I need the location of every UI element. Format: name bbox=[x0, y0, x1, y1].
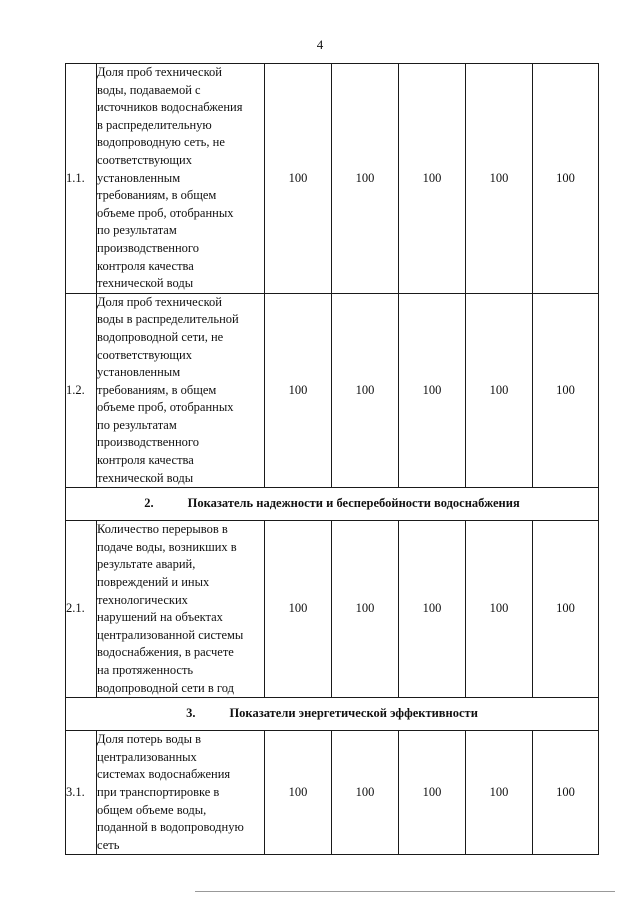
table-body bbox=[66, 64, 599, 855]
description-line: производственного bbox=[97, 240, 199, 255]
indicator-row bbox=[66, 293, 599, 488]
indicator-value-year-4: 100 bbox=[466, 731, 533, 855]
section-title: Показатель надежности и бесперебойности водоснабжения bbox=[187, 496, 520, 511]
indicator-value-year-3: 100 bbox=[399, 521, 466, 698]
description-line: в распределительную bbox=[97, 117, 212, 132]
description-line: объеме проб, отобранных bbox=[97, 400, 234, 415]
indicator-value-year-3: 100 bbox=[399, 293, 466, 488]
indicator-value-year-5: 100 bbox=[533, 731, 599, 855]
indicator-value-year-5: 100 bbox=[533, 64, 599, 294]
section-header-row bbox=[66, 488, 599, 521]
description-line: воды в распределительной bbox=[97, 312, 239, 327]
indicator-value-year-5: 100 bbox=[533, 521, 599, 698]
section-number: 3. bbox=[186, 706, 196, 721]
indicator-description bbox=[97, 521, 265, 698]
description-line: Доля потерь воды в bbox=[97, 732, 202, 747]
indicator-description bbox=[97, 293, 265, 488]
section-title: Показатели энергетической эффективности bbox=[229, 706, 478, 721]
indicator-description bbox=[97, 731, 265, 855]
indicator-value-year-2: 100 bbox=[332, 64, 399, 294]
indicator-row bbox=[66, 731, 599, 855]
indicator-value-year-1: 100 bbox=[265, 731, 332, 855]
description-line: сеть bbox=[97, 837, 120, 852]
description-line: соответствующих bbox=[97, 152, 192, 167]
description-line: водопроводной сети в год bbox=[97, 680, 234, 695]
description-line: Количество перерывов в bbox=[97, 522, 228, 537]
indicator-value-year-4: 100 bbox=[466, 521, 533, 698]
indicator-value-year-5: 100 bbox=[533, 293, 599, 488]
description-line: установленным bbox=[97, 170, 181, 185]
section-header-cell bbox=[66, 698, 599, 731]
description-line: повреждений и иных bbox=[97, 575, 210, 590]
description-line: результате аварий, bbox=[97, 557, 196, 572]
description-line: централизованных bbox=[97, 749, 197, 764]
indicator-value-year-4: 100 bbox=[466, 293, 533, 488]
section-header-row bbox=[66, 698, 599, 731]
indicator-value-year-2: 100 bbox=[332, 293, 399, 488]
bottom-divider bbox=[195, 891, 615, 892]
description-line: поданной в водопроводную bbox=[97, 820, 244, 835]
indicator-row bbox=[66, 64, 599, 294]
description-line: соответствующих bbox=[97, 347, 192, 362]
description-line: контроля качества bbox=[97, 453, 194, 468]
section-number: 2. bbox=[144, 496, 154, 511]
description-line: по результатам bbox=[97, 417, 177, 432]
description-line: установленным bbox=[97, 365, 181, 380]
indicator-value-year-3: 100 bbox=[399, 64, 466, 294]
indicator-number: 1.2. bbox=[66, 293, 97, 488]
description-line: по результатам bbox=[97, 223, 177, 238]
description-line: централизованной системы bbox=[97, 627, 244, 642]
description-line: воды, подаваемой с bbox=[97, 82, 201, 97]
indicator-description bbox=[97, 64, 265, 294]
description-line: водопроводной сети, не bbox=[97, 329, 224, 344]
description-line: водоснабжения, в расчете bbox=[97, 645, 234, 660]
indicator-value-year-1: 100 bbox=[265, 293, 332, 488]
description-line: нарушений на объектах bbox=[97, 610, 223, 625]
description-line: системах водоснабжения bbox=[97, 767, 231, 782]
description-line: требованиям, в общем bbox=[97, 382, 217, 397]
indicator-number: 2.1. bbox=[66, 521, 97, 698]
description-line: контроля качества bbox=[97, 258, 194, 273]
description-line: требованиям, в общем bbox=[97, 188, 217, 203]
description-line: на протяженность bbox=[97, 663, 194, 677]
description-line: производственного bbox=[97, 435, 199, 450]
indicator-value-year-1: 100 bbox=[265, 64, 332, 294]
indicator-row bbox=[66, 521, 599, 698]
description-line: источников водоснабжения bbox=[97, 100, 243, 115]
indicator-value-year-2: 100 bbox=[332, 731, 399, 855]
description-line: технической воды bbox=[97, 276, 194, 291]
indicator-number: 1.1. bbox=[66, 64, 97, 294]
description-line: при транспортировке в bbox=[97, 784, 220, 799]
page-number: 4 bbox=[316, 37, 324, 52]
description-line: общем объеме воды, bbox=[97, 802, 207, 817]
section-header-cell bbox=[66, 488, 599, 521]
description-line: подаче воды, возникших в bbox=[97, 539, 237, 554]
indicator-number: 3.1. bbox=[66, 731, 97, 855]
indicator-value-year-1: 100 bbox=[265, 521, 332, 698]
description-line: водопроводную сеть, не bbox=[97, 135, 225, 150]
description-line: технологических bbox=[97, 592, 188, 607]
description-line: Доля проб технической bbox=[97, 294, 222, 309]
indicator-value-year-4: 100 bbox=[466, 64, 533, 294]
indicators-table bbox=[65, 63, 599, 855]
indicator-value-year-3: 100 bbox=[399, 731, 466, 855]
description-line: Доля проб технической bbox=[97, 65, 222, 79]
description-line: технической воды bbox=[97, 470, 194, 485]
description-line: объеме проб, отобранных bbox=[97, 205, 234, 220]
indicator-value-year-2: 100 bbox=[332, 521, 399, 698]
